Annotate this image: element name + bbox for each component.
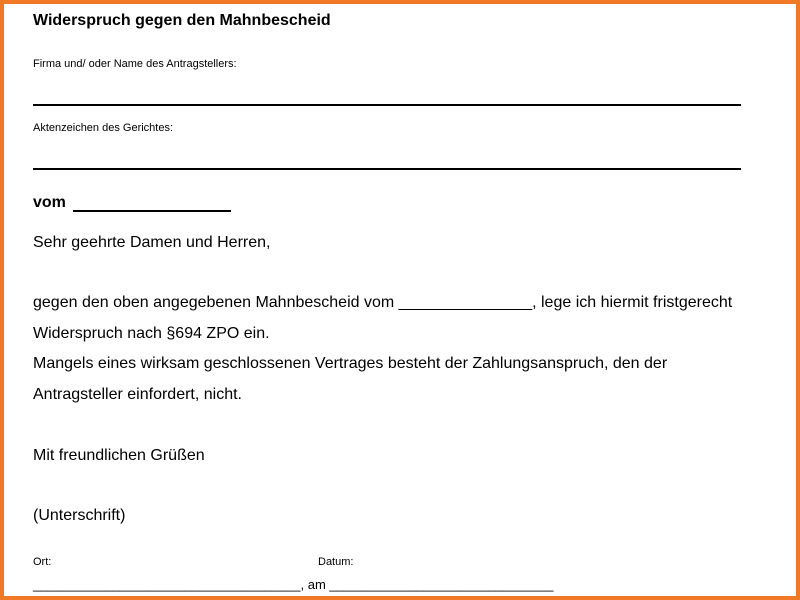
place-date-line: _____________________________________, am _______________________________ bbox=[33, 577, 554, 592]
date-label: Datum: bbox=[318, 556, 354, 568]
signature-placeholder: (Unterschrift) bbox=[33, 507, 126, 524]
document-title: Widerspruch gegen den Mahnbescheid bbox=[33, 12, 331, 29]
applicant-line bbox=[33, 104, 741, 106]
vom-date-line bbox=[73, 210, 231, 212]
body-line-4: Antragsteller einfordert, nicht. bbox=[33, 386, 242, 403]
body-line-2: Widerspruch nach §694 ZPO ein. bbox=[33, 325, 270, 342]
closing: Mit freundlichen Grüßen bbox=[33, 447, 205, 464]
salutation: Sehr geehrte Damen und Herren, bbox=[33, 234, 271, 251]
applicant-label: Firma und/ oder Name des Antragstellers: bbox=[33, 58, 237, 70]
court-ref-line bbox=[33, 168, 741, 170]
court-ref-label: Aktenzeichen des Gerichtes: bbox=[33, 122, 174, 134]
place-label: Ort: bbox=[33, 556, 52, 568]
body-line-1: gegen den oben angegebenen Mahnbescheid vom _______________, lege ich hiermit fristgerecht bbox=[33, 294, 733, 311]
vom-label: vom bbox=[33, 194, 66, 211]
body-line-3: Mangels eines wirksam geschlossenen Vertrages besteht der Zahlungsanspruch, den der bbox=[33, 355, 668, 372]
